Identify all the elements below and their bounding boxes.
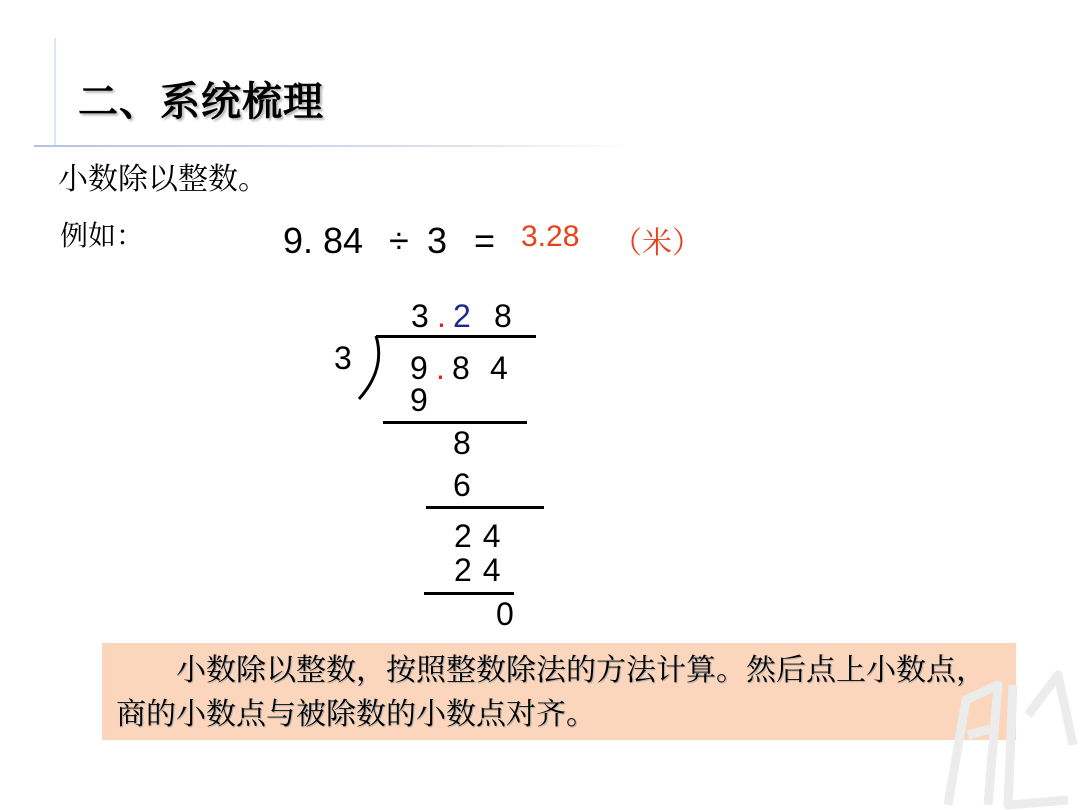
equation-unit: （米） xyxy=(612,226,702,261)
step-product: 6 xyxy=(453,467,471,503)
watermark-decoration xyxy=(928,655,1078,810)
quotient-digit: 8 xyxy=(494,298,512,334)
slide-title: 二、系统梳理 xyxy=(78,78,324,125)
step-line xyxy=(383,421,527,424)
division-divisor: 3 xyxy=(334,340,352,376)
equation-equals: = xyxy=(474,220,496,261)
division-bracket xyxy=(356,335,382,401)
title-decoration-vertical xyxy=(54,38,56,146)
division-bar xyxy=(376,335,536,338)
step-product: 2 4 xyxy=(454,552,501,588)
dividend-digit: 9 xyxy=(410,350,428,386)
summary-note xyxy=(102,643,1016,740)
step-remainder: 8 xyxy=(453,425,471,461)
quotient-digit: 3 xyxy=(411,298,429,334)
dividend-digit: 8 xyxy=(452,350,470,386)
title-decoration-horizontal xyxy=(34,145,634,147)
quotient-digit: 2 xyxy=(453,298,471,334)
slide-subtitle: 小数除以整数。 xyxy=(58,162,268,197)
step-final-remainder: 0 xyxy=(496,596,514,632)
step-remainder: 2 4 xyxy=(454,518,501,554)
equation-divisor: 3 xyxy=(427,220,448,261)
step-line xyxy=(424,592,514,595)
dividend-digit: 4 xyxy=(490,350,508,386)
equation-answer: 3.28 xyxy=(521,220,580,253)
dividend-decimal-point: . xyxy=(436,350,445,386)
example-label: 例如： xyxy=(60,219,145,252)
summary-note-text: 小数除以整数，按照整数除法的方法计算。然后点上小数点，商的小数点与被除数的小数点对齐。 xyxy=(116,653,986,732)
equation-dividend: 9. 84 xyxy=(283,220,364,261)
equation-divide-sign: ÷ xyxy=(389,220,409,261)
step-line xyxy=(426,506,544,509)
step-product: 9 xyxy=(410,382,428,418)
quotient-decimal-point: . xyxy=(437,298,446,334)
